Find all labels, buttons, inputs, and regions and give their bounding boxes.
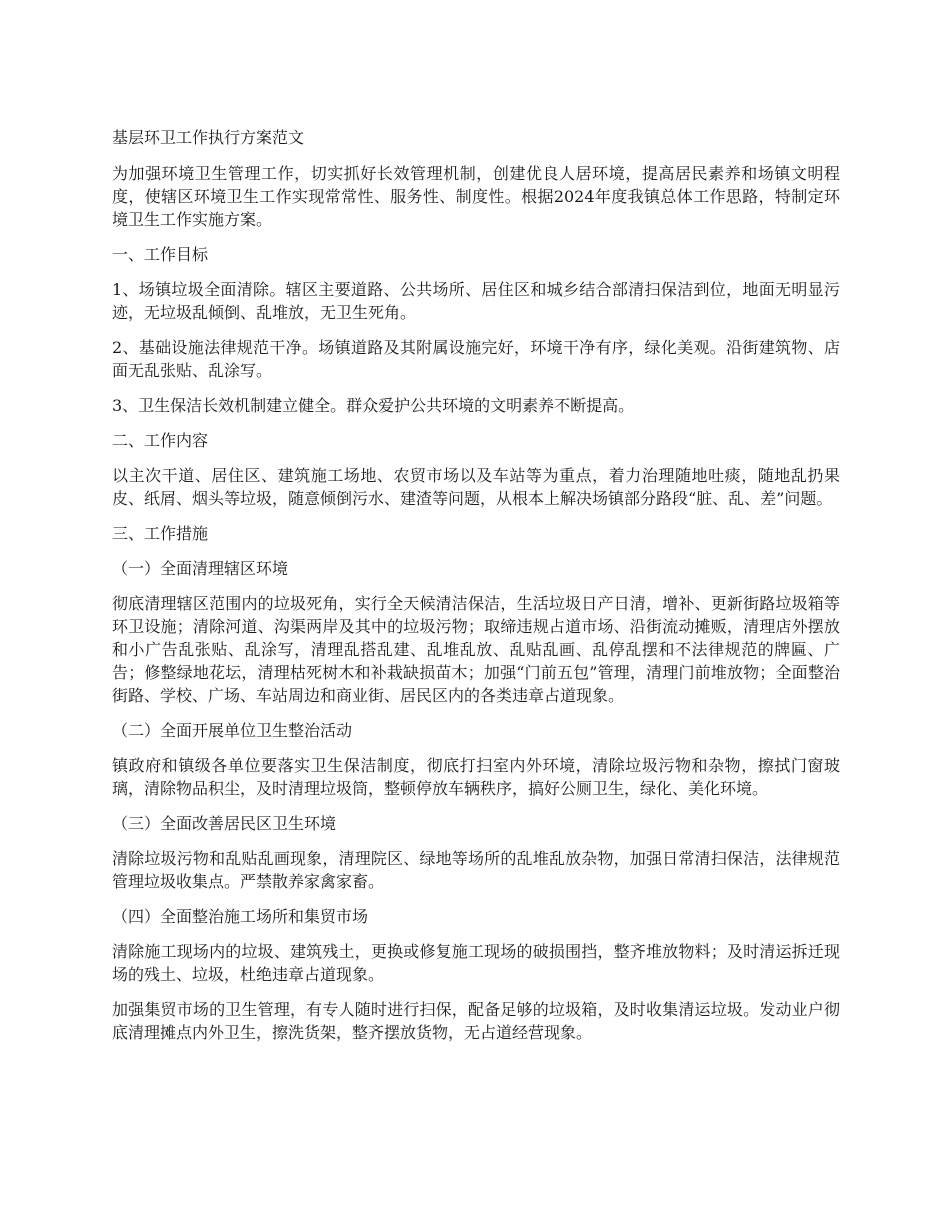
subheading-measure-3: （三）全面改善居民区卫生环境 bbox=[112, 814, 337, 833]
paragraph-measure-4b: 加强集贸市场的卫生管理，有专人随时进行扫保，配备足够的垃圾箱，及时收集清运垃圾。发动业户彻底清理摊点内外卫生，擦洗货架，整齐摆放货物，无占道经营现象。 bbox=[112, 1000, 840, 1042]
paragraph-measure-1: 彻底清理辖区范围内的垃圾死角，实行全天候清洁保洁，生活垃圾日产日清，增补、更新街路垃圾箱等环卫设施；清除河道、沟渠两岸及其中的垃圾污物；取缔违规占道市场、沿街流动摊贩，清理店外摆放和小广告乱张贴、乱涂写，清理乱搭乱建、乱堆乱放、乱贴乱画、乱停乱摆和不法律规范的牌匾、广告；修整绿地花坛，清理枯死树木和补栽缺损苗木；加强“门前五包”管理，清理门前堆放物；全面整治街路、学校、广场、车站周边和商业街、居民区内的各类违章占道现象。 bbox=[112, 594, 840, 705]
paragraph-goal-1: 1、场镇垃圾全面清除。辖区主要道路、公共场所、居住区和城乡结合部清扫保洁到位，地面无明显污迹，无垃圾乱倾倒、乱堆放，无卫生死角。 bbox=[112, 280, 840, 322]
subheading-measure-4: （四）全面整治施工场所和集贸市场 bbox=[112, 907, 369, 926]
paragraph-measure-3: 清除垃圾污物和乱贴乱画现象，清理院区、绿地等场所的乱堆乱放杂物，加强日常清扫保洁，法律规范管理垃圾收集点。严禁散养家禽家畜。 bbox=[112, 849, 840, 891]
document-title: 基层环卫工作执行方案范文 bbox=[112, 128, 305, 147]
subheading-measure-2: （二）全面开展单位卫生整治活动 bbox=[112, 721, 353, 740]
paragraph-goal-2: 2、基础设施法律规范干净。场镇道路及其附属设施完好，环境干净有序，绿化美观。沿街建筑物、店面无乱张贴、乱涂写。 bbox=[112, 338, 840, 380]
paragraph-content: 以主次干道、居住区、建筑施工场地、农贸市场以及车站等为重点，着力治理随地吐痰，随地乱扔果皮、纸屑、烟头等垃圾，随意倾倒污水、建渣等问题，从根本上解决场镇部分路段“脏、乱、差”问题。 bbox=[112, 466, 840, 508]
section-heading-content: 二、工作内容 bbox=[112, 431, 209, 450]
document-page bbox=[112, 126, 840, 1056]
section-heading-goals: 一、工作目标 bbox=[112, 245, 209, 264]
section-heading-measures: 三、工作措施 bbox=[112, 524, 209, 543]
subheading-measure-1: （一）全面清理辖区环境 bbox=[112, 559, 289, 578]
paragraph-intro: 为加强环境卫生管理工作，切实抓好长效管理机制，创建优良人居环境，提高居民素养和场镇文明程度，使辖区环境卫生工作实现常常性、服务性、制度性。根据2024年度我镇总体工作思路，特制定环境卫生工作实施方案。 bbox=[112, 164, 840, 229]
paragraph-goal-3: 3、卫生保洁长效机制建立健全。群众爱护公共环境的文明素养不断提高。 bbox=[112, 396, 635, 415]
paragraph-measure-2: 镇政府和镇级各单位要落实卫生保洁制度，彻底打扫室内外环境，清除垃圾污物和杂物，擦拭门窗玻璃，清除物品积尘，及时清理垃圾筒，整顿停放车辆秩序，搞好公厕卫生，绿化、美化环境。 bbox=[112, 756, 840, 798]
paragraph-measure-4a: 清除施工现场内的垃圾、建筑残土，更换或修复施工现场的破损围挡，整齐堆放物料；及时清运拆迁现场的残土、垃圾，杜绝违章占道现象。 bbox=[112, 942, 840, 984]
